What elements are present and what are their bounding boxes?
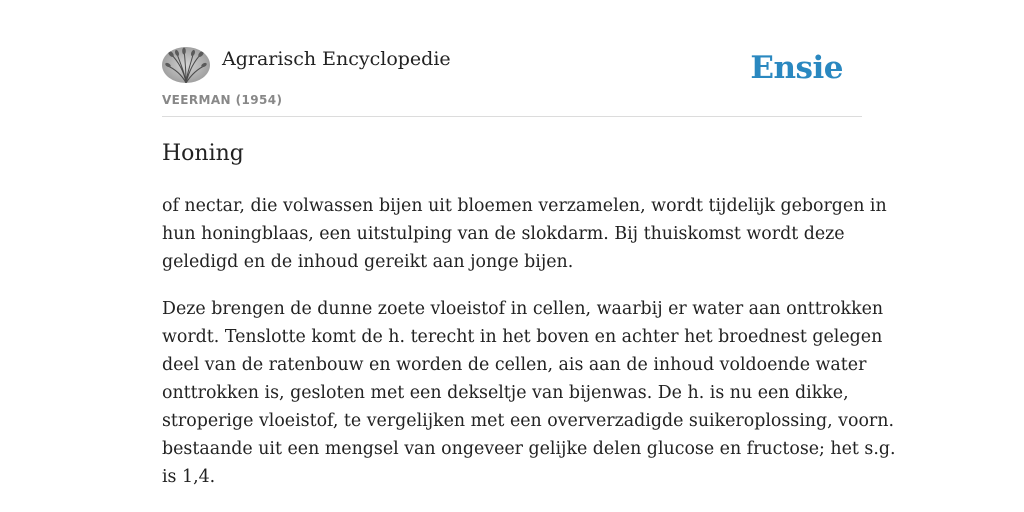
text-line: Deze brengen de dunne zoete vloeistof in cellen, waarbij er water aan onttrokken xyxy=(162,299,884,319)
entry-body xyxy=(162,192,896,510)
ensie-logo[interactable]: Ensie xyxy=(750,50,843,86)
text-line: onttrokken is, gesloten met een dekseltje van bijenwas. De h. is nu een dikke, xyxy=(162,383,849,403)
book-header xyxy=(162,45,862,117)
wheat-illustration-icon[interactable] xyxy=(162,47,210,83)
text-line: hun honingblaas, een uitstulping van de slokdarm. Bij thuiskomst wordt deze xyxy=(162,224,845,244)
text-line: wordt. Tenslotte komt de h. terecht in het boven en achter het broednest gelegen xyxy=(162,327,883,347)
text-line: geledigd en de inhoud gereikt aan jonge bijen. xyxy=(162,252,574,272)
text-line: deel van de ratenbouw en worden de cellen, ais aan de inhoud voldoende water xyxy=(162,355,867,375)
text-line: bestaande uit een mengsel van ongeveer gelijke delen glucose en fructose; het s.g. xyxy=(162,439,896,459)
entry-title: Honing xyxy=(162,141,244,166)
text-line: of nectar, die volwassen bijen uit bloemen verzamelen, wordt tijdelijk geborgen in xyxy=(162,196,887,216)
source-label: VEERMAN (1954) xyxy=(162,93,283,107)
paragraph xyxy=(162,192,887,276)
text-line: is 1,4. xyxy=(162,467,216,487)
text-line: stroperige vloeistof, te vergelijken met een oververzadigde suikeroplossing, voorn. xyxy=(162,411,894,431)
book-title-link[interactable]: Agrarisch Encyclopedie xyxy=(222,48,451,70)
paragraph xyxy=(162,295,896,491)
